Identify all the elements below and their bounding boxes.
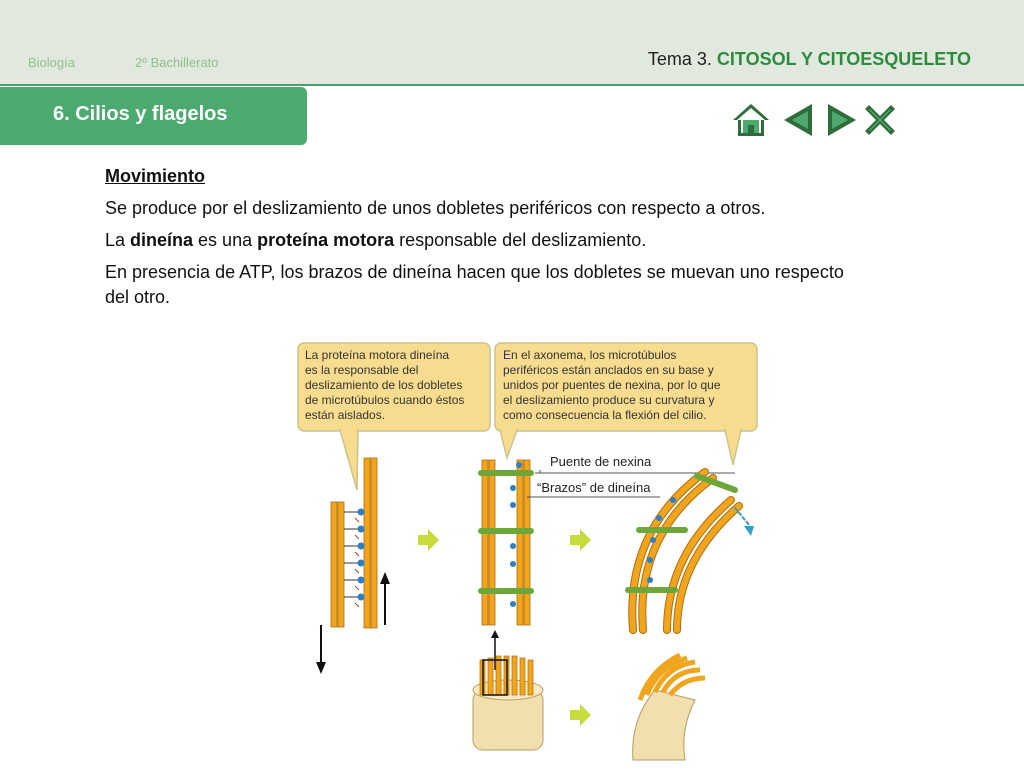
callout-left-line-3: deslizamiento de los dobletes xyxy=(305,378,463,392)
axonema-straight xyxy=(478,460,534,670)
close-button[interactable] xyxy=(860,100,900,140)
callout-right xyxy=(495,343,757,465)
home-button[interactable] xyxy=(731,100,771,140)
section-title: 6. Cilios y flagelos xyxy=(53,103,228,125)
callout-right-line-3: unidos por puentes de nexina, por lo que xyxy=(503,378,721,392)
axonema-bent xyxy=(628,472,750,630)
callout-left-line-5: están aislados. xyxy=(305,408,386,422)
cilia-diagram xyxy=(295,340,765,765)
p2-bold-proteina-motora: proteína motora xyxy=(257,230,395,250)
subject-label: Biología xyxy=(28,55,75,70)
callout-left-line-2: es la responsable del xyxy=(305,363,419,377)
topic-prefix: Tema 3. xyxy=(647,49,712,69)
callout-right-line-2: periféricos están anclados en su base y xyxy=(503,363,714,377)
isolated-doublets xyxy=(316,458,390,674)
callout-left-line-1: La proteína motora dineína xyxy=(305,348,450,362)
callout-left-line-4: de microtúbulos cuando éstos xyxy=(305,393,465,407)
arrow-left-icon xyxy=(779,100,819,140)
topic-name: CITOSOL Y CITOESQUELETO xyxy=(716,49,971,69)
callout-right-line-4: el deslizamiento produce su curvatura y xyxy=(503,393,715,407)
paragraph-2 xyxy=(105,228,865,253)
p2-text-c: es una xyxy=(193,230,258,250)
arrow-right-icon xyxy=(821,100,861,140)
topic-title xyxy=(648,49,971,70)
callout-right-line-1: En el axonema, los microtúbulos xyxy=(503,348,677,362)
label-brazos-dineina: “Brazos” de dineína xyxy=(537,480,651,495)
p2-bold-dineina: dineína xyxy=(130,230,194,250)
close-icon xyxy=(860,100,900,140)
section-tab xyxy=(0,87,307,145)
p2-text-e: responsable del deslizamiento. xyxy=(394,230,647,250)
callout-right-line-5: como consecuencia la flexión del cilio. xyxy=(503,408,707,422)
cilia-movement-figure xyxy=(295,340,765,765)
content-body xyxy=(105,164,865,317)
previous-button[interactable] xyxy=(779,100,819,140)
cilium-straight-3d xyxy=(473,656,543,750)
content-heading: Movimiento xyxy=(105,166,206,186)
home-icon xyxy=(731,100,771,140)
callout-left xyxy=(298,343,490,490)
paragraph-1: Se produce por el deslizamiento de unos dobletes periféricos con respecto a otros. xyxy=(105,198,766,218)
header-bar xyxy=(0,0,1024,86)
label-puente-nexina: Puente de nexina xyxy=(550,454,652,469)
next-button[interactable] xyxy=(821,100,861,140)
cilium-bent-3d xyxy=(633,655,705,760)
paragraph-3: En presencia de ATP, los brazos de dineína hacen que los dobletes se muevan uno respecto del otro. xyxy=(105,262,844,307)
p2-text-a: La xyxy=(105,230,131,250)
course-label: 2º Bachillerato xyxy=(135,55,219,70)
